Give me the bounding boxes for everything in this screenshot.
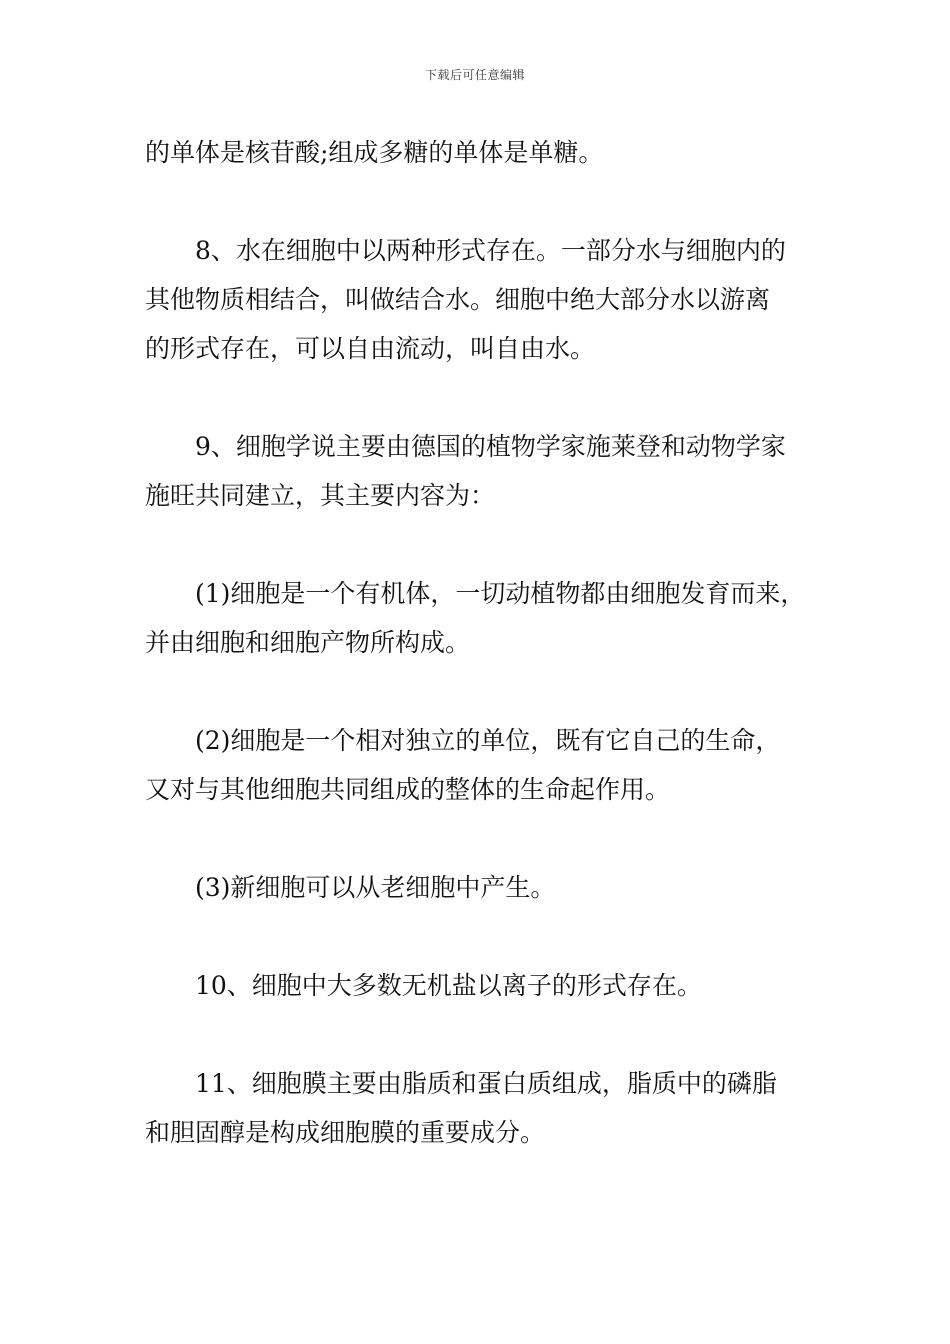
paragraph-inorganic-salts bbox=[145, 961, 835, 1010]
text-line: 的形式存在，可以自由流动，叫自由水。 bbox=[145, 334, 596, 363]
text-line: (2)细胞是一个相对独立的单位，既有它自己的生命， bbox=[195, 726, 781, 755]
text-line: 10、细胞中大多数无机盐以离子的形式存在。 bbox=[195, 971, 702, 1000]
document-body bbox=[145, 128, 835, 1157]
paragraph-cell-membrane bbox=[145, 1059, 835, 1157]
text-line: 的单体是核苷酸;组成多糖的单体是单糖。 bbox=[145, 138, 604, 167]
paragraph-cell-theory-point-1 bbox=[145, 569, 835, 667]
text-line: 和胆固醇是构成细胞膜的重要成分。 bbox=[145, 1118, 546, 1147]
paragraph-water bbox=[145, 226, 835, 373]
paragraph-monomers bbox=[145, 128, 835, 177]
text-line: 施旺共同建立，其主要内容为： bbox=[145, 481, 496, 510]
text-line: 9、细胞学说主要由德国的植物学家施莱登和动物学家 bbox=[195, 432, 786, 461]
text-line: (3)新细胞可以从老细胞中产生。 bbox=[195, 873, 556, 902]
text-line: (1)细胞是一个有机体，一切动植物都由细胞发育而来， bbox=[195, 579, 806, 608]
text-line: 11、细胞膜主要由脂质和蛋白质组成，脂质中的磷脂 bbox=[195, 1069, 777, 1098]
text-line: 又对与其他细胞共同组成的整体的生命起作用。 bbox=[145, 775, 671, 804]
text-line: 8、水在细胞中以两种形式存在。一部分水与细胞内的 bbox=[195, 236, 786, 265]
paragraph-cell-theory-point-2 bbox=[145, 716, 835, 814]
text-line: 并由细胞和细胞产物所构成。 bbox=[145, 628, 471, 657]
text-line: 其他物质相结合，叫做结合水。细胞中绝大部分水以游离 bbox=[145, 285, 771, 314]
paragraph-cell-theory bbox=[145, 422, 835, 520]
paragraph-cell-theory-point-3 bbox=[145, 863, 835, 912]
page-header-note: 下载后可任意编辑 bbox=[424, 68, 525, 82]
